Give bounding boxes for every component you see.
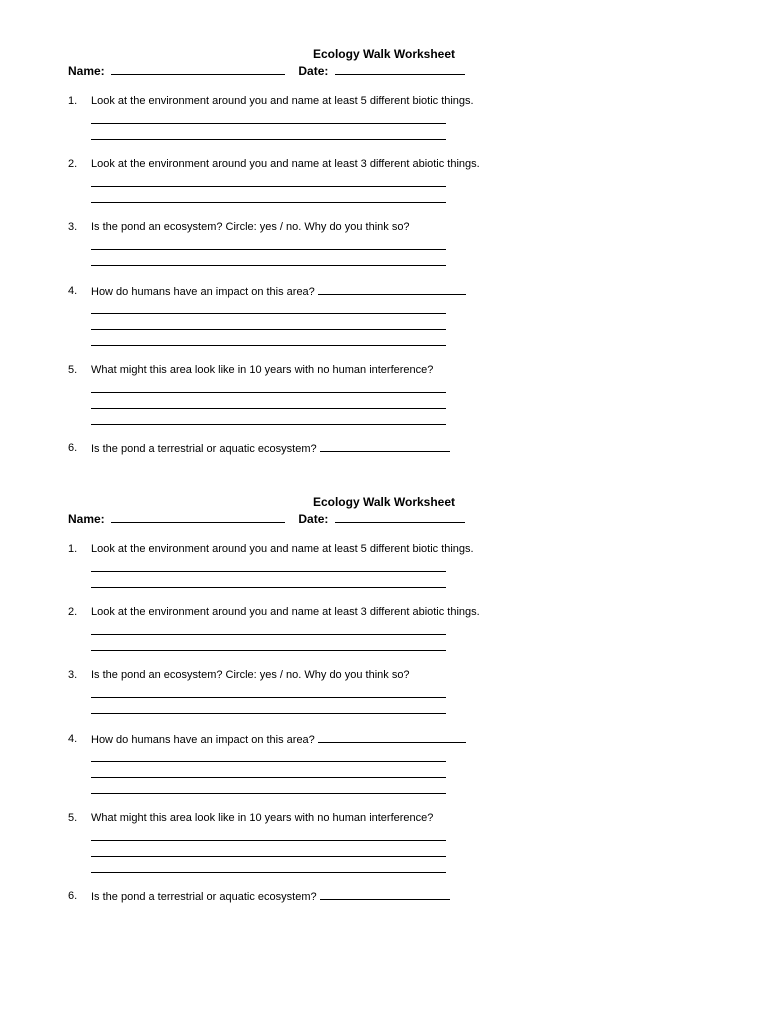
question-text: How do humans have an impact on this area? xyxy=(91,734,315,746)
answer-line[interactable] xyxy=(91,249,446,250)
worksheet-title: Ecology Walk Worksheet xyxy=(312,495,456,509)
question-number: 4. xyxy=(68,285,78,297)
date-blank-line[interactable] xyxy=(335,64,465,75)
answer-line[interactable] xyxy=(91,793,446,794)
question-number: 3. xyxy=(68,221,78,233)
question-number: 6. xyxy=(68,890,78,902)
answer-line[interactable] xyxy=(91,313,446,314)
name-date-row xyxy=(68,512,465,526)
question-text: What might this area look like in 10 years with no human interference? xyxy=(91,364,434,376)
question-number: 3. xyxy=(68,669,78,681)
question-text: Is the pond a terrestrial or aquatic ecosystem? xyxy=(91,891,317,903)
name-date-row xyxy=(68,64,465,78)
answer-line[interactable] xyxy=(91,392,446,393)
worksheet-title: Ecology Walk Worksheet xyxy=(312,47,456,61)
answer-line[interactable] xyxy=(91,329,446,330)
question-text: Look at the environment around you and name at least 3 different abiotic things. xyxy=(91,606,480,618)
inline-answer-line[interactable] xyxy=(318,285,466,295)
question-text-wrap xyxy=(91,733,466,746)
answer-line[interactable] xyxy=(91,587,446,588)
name-label: Name: xyxy=(68,64,105,78)
question-text: Is the pond an ecosystem? Circle: yes / no. Why do you think so? xyxy=(91,221,410,233)
name-label: Name: xyxy=(68,512,105,526)
question-text: What might this area look like in 10 years with no human interference? xyxy=(91,812,434,824)
answer-line[interactable] xyxy=(91,697,446,698)
answer-line[interactable] xyxy=(91,761,446,762)
question-text-wrap xyxy=(91,890,450,903)
date-label: Date: xyxy=(298,64,329,78)
answer-line[interactable] xyxy=(91,634,446,635)
answer-line[interactable] xyxy=(91,713,446,714)
answer-line[interactable] xyxy=(91,872,446,873)
answer-line[interactable] xyxy=(91,345,446,346)
answer-line[interactable] xyxy=(91,408,446,409)
inline-answer-line[interactable] xyxy=(318,733,466,743)
inline-answer-line[interactable] xyxy=(320,890,450,900)
name-blank-line[interactable] xyxy=(111,512,285,523)
answer-line[interactable] xyxy=(91,856,446,857)
question-number: 1. xyxy=(68,543,78,555)
answer-line[interactable] xyxy=(91,186,446,187)
question-text: Look at the environment around you and name at least 5 different biotic things. xyxy=(91,543,474,555)
answer-line[interactable] xyxy=(91,123,446,124)
worksheet-bottom xyxy=(0,448,768,903)
question-text: Is the pond an ecosystem? Circle: yes / no. Why do you think so? xyxy=(91,669,410,681)
answer-line[interactable] xyxy=(91,777,446,778)
date-label: Date: xyxy=(298,512,329,526)
question-number: 2. xyxy=(68,606,78,618)
question-number: 5. xyxy=(68,364,78,376)
answer-line[interactable] xyxy=(91,265,446,266)
answer-line[interactable] xyxy=(91,650,446,651)
date-blank-line[interactable] xyxy=(335,512,465,523)
question-text: Look at the environment around you and name at least 3 different abiotic things. xyxy=(91,158,480,170)
question-number: 5. xyxy=(68,812,78,824)
question-number: 2. xyxy=(68,158,78,170)
answer-line[interactable] xyxy=(91,571,446,572)
question-number: 6. xyxy=(68,442,78,454)
answer-line[interactable] xyxy=(91,840,446,841)
question-number: 1. xyxy=(68,95,78,107)
question-text-wrap xyxy=(91,285,466,298)
name-blank-line[interactable] xyxy=(111,64,285,75)
question-text: How do humans have an impact on this area? xyxy=(91,286,315,298)
worksheet-top xyxy=(0,0,768,455)
answer-line[interactable] xyxy=(91,424,446,425)
question-text: Look at the environment around you and name at least 5 different biotic things. xyxy=(91,95,474,107)
answer-line[interactable] xyxy=(91,202,446,203)
question-text: Is the pond a terrestrial or aquatic ecosystem? xyxy=(91,443,317,455)
question-number: 4. xyxy=(68,733,78,745)
answer-line[interactable] xyxy=(91,139,446,140)
